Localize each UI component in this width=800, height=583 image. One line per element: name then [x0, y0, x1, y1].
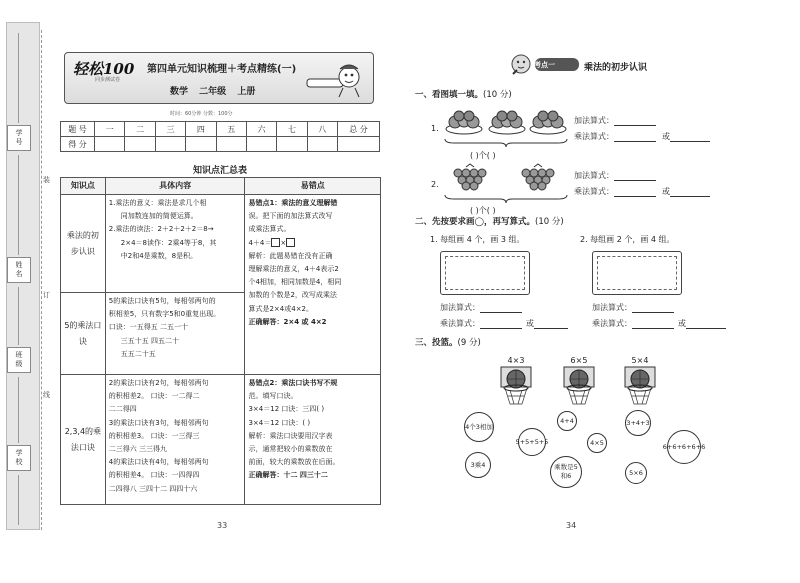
draw1-mul-row — [440, 318, 568, 329]
knowledge-point: 5的乘法口诀 — [61, 293, 106, 375]
error-text: 误。把下面的加法算式改写 — [248, 212, 333, 221]
count-caption: ( )个( ) — [470, 206, 496, 215]
basketball-hoop-icon[interactable] — [497, 366, 535, 408]
ball-expression[interactable]: 3乘4 — [465, 452, 491, 478]
q2-add-row — [574, 170, 656, 181]
error-point-2: 易错点2：乘法口诀书写不规 — [248, 379, 338, 387]
section-2-points: (10 分) — [535, 217, 564, 227]
binding-label-class: 班级 — [7, 347, 31, 373]
answer-blank[interactable] — [614, 141, 656, 142]
section-2-heading: 二、先按要求画◯，再写算式。 — [415, 217, 536, 227]
ball-expression[interactable]: 4个3相加 — [464, 412, 494, 442]
error-point-1: 易错点1：乘法的意义理解错 — [248, 199, 338, 207]
analysis-text: 示，通常把较小的乘数放在 — [248, 445, 333, 454]
error-cell — [245, 195, 381, 375]
analysis-text: 加数的个数是2，改写成乘法 — [248, 291, 337, 300]
binding-label-student-no: 学号 — [7, 125, 31, 151]
error-question: 3×4＝12 口诀：三四( ) — [248, 405, 325, 414]
times-sign: × — [280, 238, 287, 247]
logo-subtitle: 同步测试卷 — [95, 77, 121, 83]
add-label: 加法算式： — [440, 303, 480, 312]
content-line: 的积相差4。 口诀：一四得四 — [108, 471, 200, 480]
column-header: 具体内容 — [105, 178, 245, 195]
answer-box[interactable] — [286, 238, 295, 247]
bind-line — [18, 33, 19, 123]
basket-label: 4×3 — [507, 356, 525, 365]
knowledge-point: 乘法的初步认识 — [61, 195, 106, 293]
or-text: 或 — [662, 132, 670, 141]
column-header: 知识点 — [61, 178, 106, 195]
section-3-title — [415, 336, 481, 348]
score-cell: 四 — [186, 122, 216, 137]
ball-expression[interactable]: 乘数是5和6 — [550, 456, 582, 488]
grape-bunch-icon — [512, 163, 564, 193]
bind-line — [18, 475, 19, 525]
draw-instruction-1: 1. 每组画 4 个，画 3 组。 — [430, 235, 525, 244]
answer-blank[interactable] — [670, 196, 710, 197]
table-row — [61, 195, 381, 293]
brace-icon — [444, 138, 568, 148]
grade: 二年级 — [199, 87, 227, 97]
error-cell — [245, 375, 381, 505]
bind-line — [18, 377, 19, 443]
answer-blank[interactable] — [686, 328, 726, 329]
ball-expression[interactable]: 5+5+5+5 — [518, 428, 546, 456]
or-text: 或 — [526, 319, 534, 328]
bind-line — [18, 155, 19, 255]
analysis-text: 算式是2×4或4×2。 — [248, 304, 314, 313]
score-input-cell[interactable] — [95, 137, 125, 152]
mul-label: 乘法算式： — [440, 319, 480, 328]
add-label: 加法算式： — [574, 171, 614, 180]
topic-tag: 考点一 — [534, 61, 555, 69]
binding-label-school: 学校 — [7, 445, 31, 471]
score-input-cell[interactable] — [338, 137, 380, 152]
content-line: 二四得八 三四十二 四四十六 — [108, 484, 198, 493]
page-number-left: 33 — [217, 521, 228, 530]
section-3-heading: 三、投篮。 — [415, 338, 458, 348]
knowledge-table — [60, 177, 381, 505]
basketball-hoop-icon[interactable] — [621, 366, 659, 408]
volume: 上册 — [237, 87, 256, 97]
draw1-add-row — [440, 302, 522, 313]
draw2-add-row — [592, 302, 674, 313]
or-text: 或 — [662, 187, 670, 196]
error-text: 范。填写口诀。 — [248, 392, 298, 401]
content-cell — [105, 293, 245, 375]
content-line: 2.乘法的读法：2＋2＋2＋2＝8→ — [108, 225, 214, 234]
subject-row — [170, 84, 255, 97]
unit-title: 第四单元知识梳理＋考点精练(一) — [147, 64, 297, 75]
score-input-cell[interactable] — [155, 137, 185, 152]
drawing-frame-1[interactable] — [440, 251, 530, 295]
content-line: 三五十五 四五二十 — [120, 336, 179, 345]
correct-answer: 正确解答：十二 四三十二 — [248, 471, 328, 480]
score-cell: 八 — [307, 122, 337, 137]
page34-title: 乘法的初步认识 — [584, 63, 648, 73]
content-line: 4的乘法口诀有4句，每相邻两句 — [108, 458, 209, 467]
score-header-row — [61, 122, 380, 137]
subject: 数学 — [170, 87, 189, 97]
content-line: 积相差5，只有数字5和0重复出现。 — [108, 310, 221, 319]
analysis-text: 解析：乘法口诀要用汉字表 — [248, 431, 333, 440]
mul-label: 乘法算式： — [574, 132, 614, 141]
q1-number: 1. — [431, 124, 439, 133]
ball-expression[interactable]: 5×6 — [625, 462, 647, 484]
answer-blank[interactable] — [614, 125, 656, 126]
content-line: 口诀：一五得五 二五一十 — [108, 323, 188, 332]
binding-label-name: 姓名 — [7, 257, 31, 283]
q1-add-row — [574, 115, 656, 126]
score-input-cell[interactable] — [216, 137, 246, 152]
section-2-title — [415, 215, 564, 227]
logo: 轻松100 — [73, 60, 135, 78]
score-cell: 六 — [246, 122, 276, 137]
seal-char: 装 — [43, 176, 50, 184]
score-table — [60, 121, 380, 152]
count-caption: ( )个( ) — [470, 151, 496, 160]
score-cell: 得 分 — [61, 137, 95, 152]
seal-char: 订 — [43, 291, 50, 299]
ball-expression[interactable]: 4+4 — [557, 411, 577, 431]
ball-expression[interactable]: 6+6+6+6+6 — [667, 430, 701, 464]
error-equation — [248, 237, 377, 250]
add-label: 加法算式： — [592, 303, 632, 312]
mascot-illustration — [305, 61, 365, 99]
equation-text: 4＋4＝ — [248, 238, 272, 247]
content-line: 2×4＝8读作：2乘4等于8，其 — [120, 238, 217, 247]
time-score-info: 时间：60分钟 分数：100分 — [170, 111, 233, 117]
binding-strip — [6, 22, 40, 530]
error-text: 成乘法算式。 — [248, 225, 291, 234]
summary-title: 知识点汇总表 — [192, 166, 247, 176]
score-cell: 七 — [277, 122, 307, 137]
content-line: 二二得四 — [108, 405, 137, 414]
page-number-right: 34 — [566, 521, 577, 530]
content-line: 5的乘法口诀有5句，每相邻两句的 — [108, 297, 216, 305]
section-1-title — [415, 88, 512, 100]
seal-char: 线 — [43, 391, 50, 399]
score-input-cell[interactable] — [307, 137, 337, 152]
apple-plate-icon — [444, 107, 484, 137]
content-line: 二三得六 三三得九 — [108, 445, 167, 454]
content-line: 中2和4是乘数，8是积。 — [120, 251, 198, 260]
answer-blank[interactable] — [614, 180, 656, 181]
content-line: 的积相差2。 口诀：一二得二 — [108, 392, 200, 401]
content-line: 五五二十五 — [120, 349, 156, 358]
basketball-hoop-icon[interactable] — [560, 366, 598, 408]
answer-blank[interactable] — [632, 328, 674, 329]
answer-blank[interactable] — [614, 196, 656, 197]
score-input-cell[interactable] — [125, 137, 155, 152]
content-line: 同加数连加的简便运算。 — [120, 212, 198, 221]
content-cell — [105, 195, 245, 293]
score-cell: 三 — [155, 122, 185, 137]
knowledge-point: 2,3,4的乘法口诀 — [61, 375, 106, 505]
section-1-heading: 一、看图填一填。 — [415, 90, 484, 100]
content-cell — [105, 375, 245, 505]
column-header: 易错点 — [245, 178, 381, 195]
apple-plate-icon — [487, 107, 527, 137]
score-cell: 一 — [95, 122, 125, 137]
basket-label: 6×5 — [570, 356, 588, 365]
error-question: 3×4＝12 口诀：( ) — [248, 418, 311, 427]
content-line: 3的乘法口诀有3句，每相邻两句 — [108, 418, 209, 427]
answer-blank[interactable] — [480, 328, 522, 329]
score-value-row — [61, 137, 380, 152]
or-text: 或 — [678, 319, 686, 328]
score-input-cell[interactable] — [246, 137, 276, 152]
mul-label: 乘法算式： — [574, 187, 614, 196]
analysis-text: 解析：此题易错在没有正确 — [248, 251, 333, 260]
answer-blank[interactable] — [534, 328, 568, 329]
analysis-text: 前面，较大的乘数放在后面。 — [248, 458, 340, 467]
table-header-row — [61, 178, 381, 195]
analysis-text: 理解乘法的意义，4＋4表示2 — [248, 265, 339, 274]
grape-bunch-icon — [444, 163, 496, 193]
add-label: 加法算式： — [574, 116, 614, 125]
seal-dashed-line — [41, 30, 51, 530]
q1-mul-row — [574, 131, 710, 142]
mul-label: 乘法算式： — [592, 319, 632, 328]
table-row — [61, 375, 381, 505]
content-line: 1.乘法的意义：乘法是求几个相 — [108, 199, 207, 207]
q2-number: 2. — [431, 180, 439, 189]
score-cell: 二 — [125, 122, 155, 137]
content-line: 2的乘法口诀有2句，每相邻两句 — [108, 379, 209, 387]
section-3-points: (9 分) — [457, 338, 481, 348]
analysis-text: 个4相加，相同加数是4，相同 — [248, 278, 342, 287]
answer-blank[interactable] — [480, 312, 522, 313]
answer-blank[interactable] — [670, 141, 710, 142]
section-1-points: (10 分) — [483, 90, 512, 100]
draw2-mul-row — [592, 318, 726, 329]
score-input-cell[interactable] — [277, 137, 307, 152]
draw-instruction-2: 2. 每组画 2 个，画 4 组。 — [580, 235, 675, 244]
basket-label: 5×4 — [631, 356, 649, 365]
answer-blank[interactable] — [632, 312, 674, 313]
q2-mul-row — [574, 186, 710, 197]
ball-expression[interactable]: 4×5 — [587, 433, 607, 453]
score-cell: 总 分 — [338, 122, 380, 137]
ball-expression[interactable]: 3+4+3 — [625, 410, 651, 436]
brace-icon — [444, 194, 568, 204]
header-banner — [64, 52, 374, 104]
correct-answer: 正确解答：2×4 或 4×2 — [248, 317, 327, 326]
score-cell: 题 号 — [61, 122, 95, 137]
apple-plate-icon — [528, 107, 568, 137]
score-cell: 五 — [216, 122, 246, 137]
content-line: 的积相差3。 口诀：一三得三 — [108, 431, 200, 440]
score-input-cell[interactable] — [186, 137, 216, 152]
drawing-frame-2[interactable] — [592, 251, 682, 295]
bind-line — [18, 287, 19, 345]
